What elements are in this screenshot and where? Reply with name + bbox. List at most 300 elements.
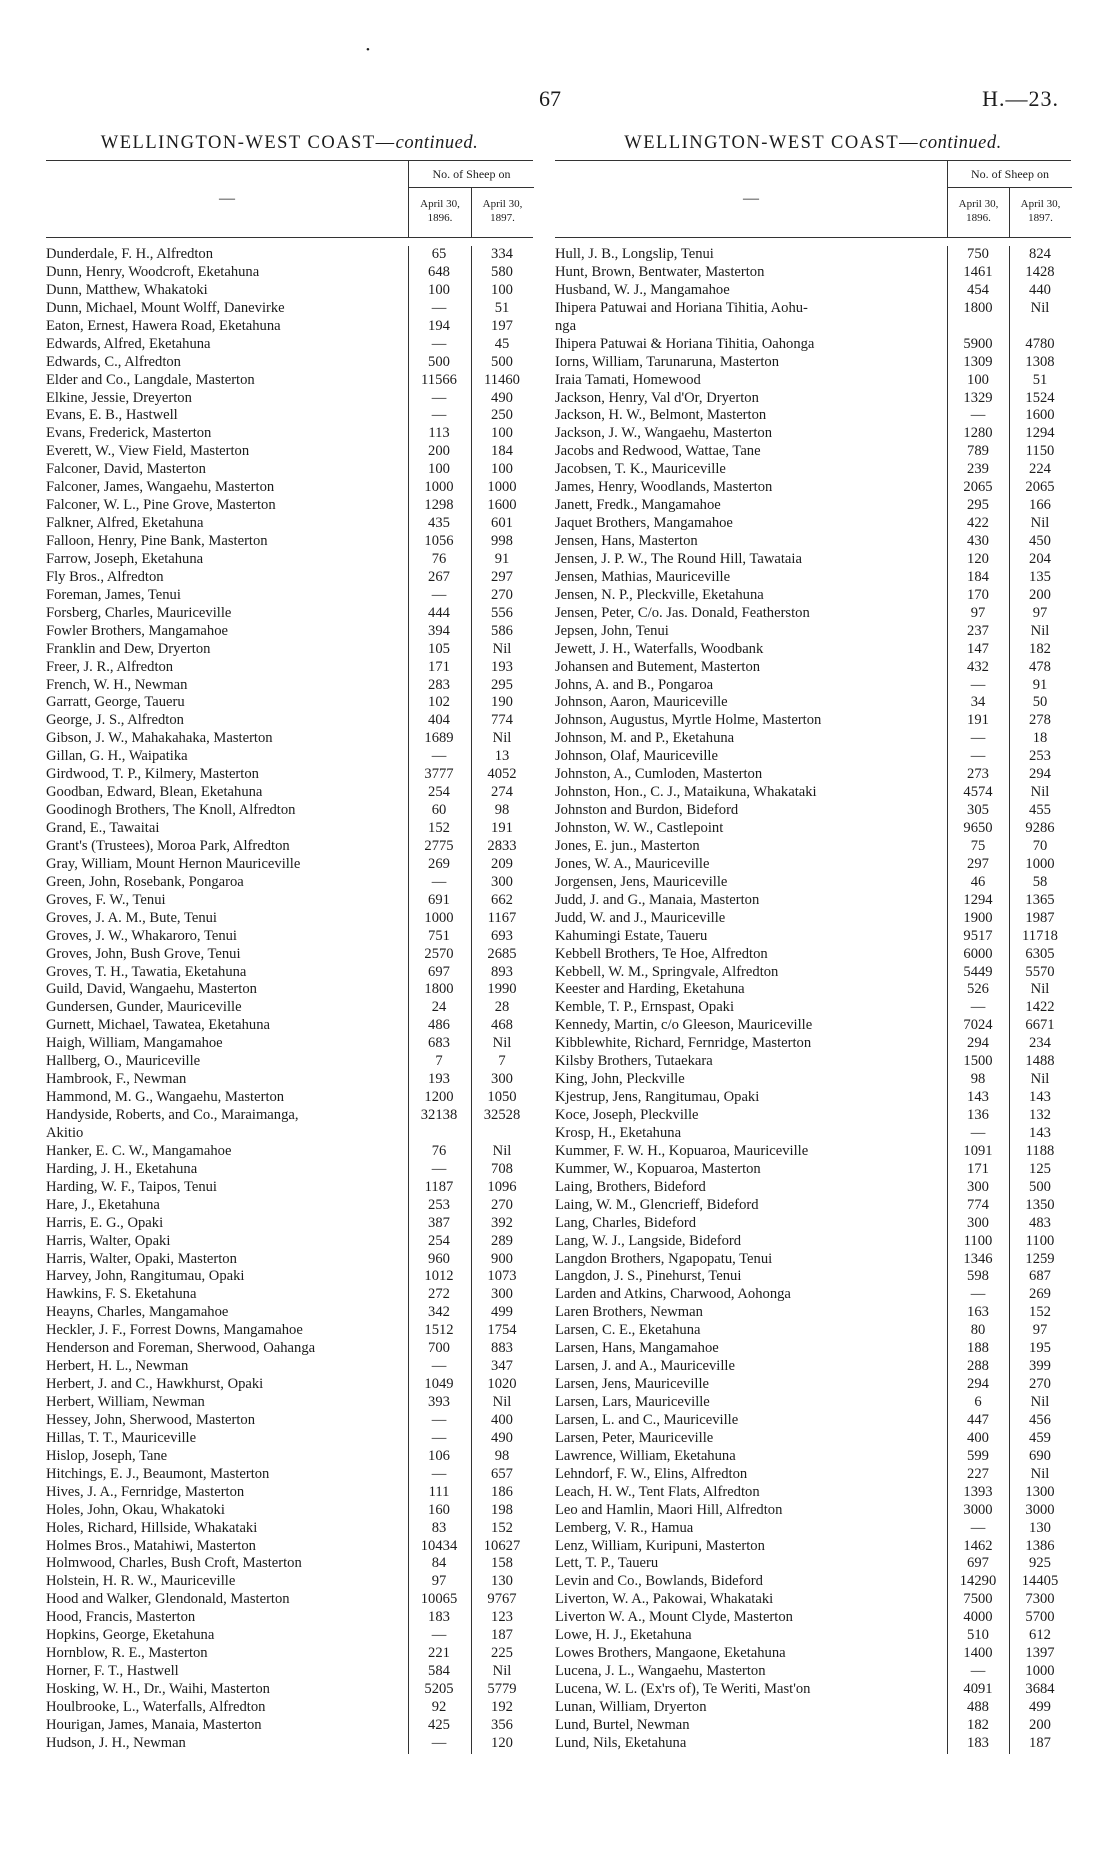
sheep-1897: 182	[1029, 640, 1051, 657]
table-row	[555, 300, 1071, 318]
owner-name: Akitio	[46, 1124, 84, 1141]
table-row	[46, 1573, 533, 1591]
sheep-1897: 198	[491, 1501, 513, 1518]
table-row	[555, 461, 1071, 479]
sheep-1897: 193	[491, 658, 513, 675]
sheep-1897: 483	[1029, 1214, 1051, 1231]
table-row	[46, 551, 533, 569]
sheep-1896: 700	[428, 1340, 450, 1357]
sheep-1896: 136	[967, 1107, 989, 1123]
sheep-1897: 7	[498, 1053, 506, 1070]
sheep-1896: 147	[967, 640, 989, 657]
sheep-1897: 270	[1029, 1376, 1051, 1393]
sheep-1897: 499	[491, 1304, 513, 1321]
sheep-1897: 5700	[1025, 1609, 1055, 1626]
owner-name: Jacobsen, T. K., Mauriceville	[555, 461, 726, 478]
sheep-1897: 1150	[1025, 443, 1055, 460]
sheep-1897: 91	[494, 550, 510, 567]
left-table-body	[46, 246, 533, 1753]
sheep-1897: 294	[1029, 766, 1051, 783]
sheep-1896: 393	[428, 1394, 450, 1410]
owner-name: Holstein, H. R. W., Mauriceville	[46, 1573, 236, 1590]
table-row	[46, 748, 533, 766]
right-column	[555, 130, 1071, 1753]
title-continued: continued.	[395, 133, 479, 153]
sheep-1896: 1500	[963, 1053, 993, 1070]
owner-name: Guild, David, Wangaehu, Masterton	[46, 981, 257, 998]
sheep-1897: 1167	[487, 909, 517, 926]
sheep-1897: 657	[491, 1465, 513, 1482]
sheep-1896: 163	[967, 1304, 989, 1321]
table-row	[555, 838, 1071, 856]
owner-name: Goodinogh Brothers, The Knoll, Alfredton	[46, 802, 296, 819]
sheep-1897: 4052	[487, 766, 517, 783]
table-row	[555, 390, 1071, 408]
sheep-1897: 612	[1029, 1627, 1051, 1644]
table-row	[555, 1107, 1071, 1125]
table-row	[46, 1286, 533, 1304]
sheep-1897: 51	[1032, 371, 1048, 388]
owner-name: Holmes Bros., Matahiwi, Masterton	[46, 1537, 256, 1554]
sheep-1897: 1754	[487, 1322, 517, 1339]
sheep-1897: 192	[491, 1698, 513, 1715]
owner-name: Johnson, M. and P., Eketahuna	[555, 730, 735, 747]
sheep-1897: 250	[491, 407, 513, 424]
owner-name: Jackson, Henry, Val d'Or, Dryerton	[555, 389, 759, 406]
sheep-1896: 526	[967, 981, 989, 998]
sheep-1897: 490	[491, 389, 513, 406]
owner-name: Gundersen, Gunder, Mauriceville	[46, 999, 242, 1016]
sheep-1896: 584	[428, 1663, 450, 1680]
owner-name: Johnson, Olaf, Mauriceville	[555, 748, 718, 765]
sheep-1896: 1461	[963, 263, 993, 280]
owner-name: Harris, Walter, Opaki	[46, 1232, 171, 1249]
sheep-1897: 14405	[1021, 1573, 1059, 1590]
sheep-1896: 191	[967, 712, 989, 729]
table-row	[555, 999, 1071, 1017]
table-row	[555, 1071, 1071, 1089]
table-row	[555, 694, 1071, 712]
table-row	[555, 1520, 1071, 1538]
sheep-1896: 1100	[963, 1232, 993, 1249]
sheep-1896: 1000	[424, 479, 454, 496]
sheep-1896: 6	[974, 1394, 982, 1410]
sheep-1896: 960	[428, 1250, 450, 1267]
sheep-1897: 1990	[487, 981, 517, 998]
table-row	[46, 964, 533, 982]
owner-name: Krosp, H., Eketahuna	[555, 1124, 682, 1141]
table-row	[46, 1681, 533, 1699]
owner-name: Larsen, C. E., Eketahuna	[555, 1322, 701, 1339]
sheep-1897: 334	[491, 246, 513, 262]
sheep-1896: 152	[428, 820, 450, 836]
sheep-1897: Nil	[492, 1035, 512, 1052]
sheep-1897: Nil	[492, 1142, 512, 1159]
sheep-1896: 342	[428, 1304, 450, 1321]
sheep-1897: 4780	[1025, 335, 1055, 352]
owner-name: Dunn, Michael, Mount Wolff, Danevirke	[46, 299, 285, 316]
sheep-1897: 1600	[487, 497, 517, 514]
sheep-1896: 294	[967, 1376, 989, 1393]
table-row	[555, 1089, 1071, 1107]
owner-name: Johnston and Burdon, Bideford	[555, 802, 739, 819]
table-row	[46, 981, 533, 999]
owner-name: Lang, W. J., Langside, Bideford	[555, 1232, 742, 1249]
owner-name: Hawkins, F. S. Eketahuna	[46, 1286, 197, 1303]
sheep-1897: 10627	[483, 1537, 521, 1554]
owner-name: Garratt, George, Taueru	[46, 694, 185, 711]
table-row	[46, 1520, 533, 1538]
sheep-1897: 6671	[1025, 1017, 1055, 1034]
owner-name: Iorns, William, Tarunaruna, Masterton	[555, 353, 780, 370]
owner-name: Kennedy, Martin, c/o Gleeson, Mauriceville	[555, 1017, 813, 1034]
name-column-header: —	[743, 190, 759, 207]
sheep-1896: 7500	[963, 1591, 993, 1608]
sheep-1896: 221	[428, 1645, 450, 1662]
owner-name: Dunn, Matthew, Whakatoki	[46, 281, 208, 298]
owner-name: Hornblow, R. E., Masterton	[46, 1645, 208, 1662]
sheep-1896: 2065	[963, 479, 993, 496]
year-1896-line1: April 30,	[958, 198, 999, 210]
sheep-1897: 98	[494, 1447, 510, 1464]
owner-name: Eaton, Ernest, Hawera Road, Eketahuna	[46, 317, 281, 334]
sheep-1896: 295	[967, 497, 989, 514]
sheep-1897: Nil	[1030, 981, 1050, 998]
table-row	[46, 515, 533, 533]
owner-name: Lucena, J. L., Wangaehu, Masterton	[555, 1663, 766, 1680]
owner-name: Lowe, H. J., Eketahuna	[555, 1627, 692, 1644]
owner-name: Holes, John, Okau, Whakatoki	[46, 1501, 225, 1518]
table-row	[46, 1340, 533, 1358]
owner-name: Hunt, Brown, Bentwater, Masterton	[555, 263, 765, 280]
sheep-1896: 283	[428, 676, 450, 693]
table-row	[46, 1089, 533, 1107]
owner-name: Hull, J. B., Longslip, Tenui	[555, 246, 714, 262]
owner-name: Green, John, Rosebank, Pongaroa	[46, 873, 244, 890]
sheep-1897: 135	[1029, 568, 1051, 585]
year-1897-header	[471, 188, 533, 237]
table-row	[46, 784, 533, 802]
owner-name: King, John, Pleckville	[555, 1071, 685, 1088]
table-row	[46, 1251, 533, 1269]
sheep-1897: 190	[491, 694, 513, 711]
owner-name: Holmwood, Charles, Bush Croft, Masterton	[46, 1555, 302, 1572]
owner-name: Larsen, Lars, Mauriceville	[555, 1394, 710, 1410]
sheep-1897: 3000	[1025, 1501, 1055, 1518]
year-1897-line1: April 30,	[482, 198, 523, 210]
sheep-1896: 300	[967, 1214, 989, 1231]
left-column-title	[46, 130, 533, 156]
sheep-1896: 75	[970, 837, 986, 854]
owner-name: Lunan, William, Dryerton	[555, 1698, 707, 1715]
owner-name: Johns, A. and B., Pongaroa	[555, 676, 714, 693]
table-row	[555, 1251, 1071, 1269]
sheep-1897: 289	[491, 1232, 513, 1249]
right-column-title	[555, 130, 1071, 156]
owner-name: Horner, F. T., Hastwell	[46, 1663, 179, 1680]
sheep-1896: 237	[967, 622, 989, 639]
owner-name: George, J. S., Alfredton	[46, 712, 184, 729]
sheep-1897: 500	[491, 353, 513, 370]
owner-name: Farrow, Joseph, Eketahuna	[46, 550, 204, 567]
table-row	[555, 1053, 1071, 1071]
owner-name: Jensen, Peter, C/o. Jas. Donald, Featherston	[555, 604, 810, 621]
sheep-1897: 158	[491, 1555, 513, 1572]
owner-name: Herbert, J. and C., Hawkhurst, Opaki	[46, 1376, 264, 1393]
sheep-1896: 598	[967, 1268, 989, 1285]
owner-name: Langdon Brothers, Ngapopatu, Tenui	[555, 1250, 773, 1267]
table-row	[555, 282, 1071, 300]
owner-name: Gibson, J. W., Mahakahaka, Masterton	[46, 730, 273, 747]
owner-name: Larsen, J. and A., Mauriceville	[555, 1358, 735, 1375]
sheep-1896: 102	[428, 694, 450, 711]
sheep-1897: 580	[491, 263, 513, 280]
owner-name: Falconer, W. L., Pine Grove, Masterton	[46, 497, 276, 514]
sheep-1897: Nil	[1030, 622, 1050, 639]
table-row	[46, 587, 533, 605]
sheep-1896: 171	[967, 1160, 989, 1177]
table-row	[555, 659, 1071, 677]
sheep-1897: 1365	[1025, 891, 1055, 908]
sheep-1897: 440	[1029, 281, 1051, 298]
table-row	[46, 1663, 533, 1681]
owner-name: Langdon, J. S., Pinehurst, Tenui	[555, 1268, 742, 1285]
table-row	[555, 1573, 1071, 1591]
owner-name: Kilsby Brothers, Tutaekara	[555, 1053, 713, 1070]
sheep-1896: —	[431, 1160, 447, 1177]
sheep-1897: 300	[491, 1286, 513, 1303]
name-column-header: —	[219, 190, 235, 207]
sheep-1896: 92	[431, 1698, 447, 1715]
sheep-1896: 500	[428, 353, 450, 370]
owner-name: Hives, J. A., Fernridge, Masterton	[46, 1483, 245, 1500]
sheep-1897: 1308	[1025, 353, 1055, 370]
table-row	[46, 1699, 533, 1717]
sheep-1897: 300	[491, 873, 513, 890]
table-row	[555, 1125, 1071, 1143]
owner-name: Hood, Francis, Masterton	[46, 1609, 196, 1626]
year-1897-header	[1009, 188, 1071, 237]
sheep-1896: 1900	[963, 909, 993, 926]
owner-name: Judd, W. and J., Mauriceville	[555, 909, 726, 926]
sheep-1896: —	[970, 1663, 986, 1680]
owner-name: Janett, Fredk., Mangamahoe	[555, 497, 721, 514]
table-row	[555, 1627, 1071, 1645]
sheep-1897: 459	[1029, 1429, 1051, 1446]
table-row	[46, 1322, 533, 1340]
table-row	[46, 1107, 533, 1125]
table-row	[46, 425, 533, 443]
sheep-1897: 297	[491, 568, 513, 585]
sheep-1896: 7024	[963, 1017, 993, 1034]
table-row	[46, 372, 533, 390]
sheep-1896: 111	[428, 1483, 450, 1500]
table-row	[555, 1663, 1071, 1681]
owner-name: Goodban, Edward, Blean, Eketahuna	[46, 784, 263, 801]
sheep-1896: 510	[967, 1627, 989, 1644]
sheep-1897: 1073	[487, 1268, 517, 1285]
owner-name: Haigh, William, Mangamahoe	[46, 1035, 223, 1052]
owner-name: Ihipera Patuwai and Horiana Tihitia, Aohu-	[555, 299, 808, 316]
sheep-1897: 490	[491, 1429, 513, 1446]
owner-name: Kummer, F. W. H., Kopuaroa, Mauriceville	[555, 1142, 809, 1159]
table-row	[555, 1538, 1071, 1556]
table-row	[555, 964, 1071, 982]
left-column	[46, 130, 533, 1753]
owner-name: Jepsen, John, Tenui	[555, 622, 669, 639]
table-row	[555, 1412, 1071, 1430]
table-row	[46, 1645, 533, 1663]
owner-name: Evans, Frederick, Masterton	[46, 425, 212, 442]
table-row	[555, 802, 1071, 820]
owner-name: Hitchings, E. J., Beaumont, Masterton	[46, 1465, 270, 1482]
sheep-1896: 9650	[963, 820, 993, 836]
sheep-1896: —	[431, 299, 447, 316]
sheep-1896: 183	[967, 1734, 989, 1751]
column-rule	[947, 246, 948, 1754]
owner-name: Houlbrooke, L., Waterfalls, Alfredton	[46, 1698, 266, 1715]
owner-name: Lowes Brothers, Mangaone, Eketahuna	[555, 1645, 786, 1662]
sheep-1897: 925	[1029, 1555, 1051, 1572]
sheep-1896: 97	[970, 604, 986, 621]
sheep-1896: 1689	[424, 730, 454, 747]
sheep-1897: 1020	[487, 1376, 517, 1393]
table-row	[555, 1430, 1071, 1448]
owner-name: Larsen, Hans, Mangamahoe	[555, 1340, 719, 1357]
sheep-1897: 125	[1029, 1160, 1051, 1177]
sheep-1897: 1188	[1025, 1142, 1055, 1159]
table-row	[46, 946, 533, 964]
owner-name: Falconer, James, Wangaehu, Masterton	[46, 479, 275, 496]
sheep-1897: 7300	[1025, 1591, 1055, 1608]
sheep-1896: —	[431, 335, 447, 352]
sheep-1896: 194	[428, 317, 450, 334]
document-reference: H.—23.	[982, 86, 1059, 111]
sheep-1896: —	[970, 1124, 986, 1141]
owner-name: Handyside, Roberts, and Co., Maraimanga,	[46, 1107, 299, 1123]
owner-name: Hourigan, James, Manaia, Masterton	[46, 1716, 262, 1733]
owner-name: Leo and Hamlin, Maori Hill, Alfredton	[555, 1501, 783, 1518]
table-row	[46, 1591, 533, 1609]
sheep-1896: 7	[435, 1053, 443, 1070]
left-table-header	[46, 160, 533, 238]
sheep-1896: 46	[970, 873, 986, 890]
owner-name: Johnston, Hon., C. J., Mataikuna, Whakataki	[555, 784, 817, 801]
table-row	[46, 1448, 533, 1466]
table-row	[555, 479, 1071, 497]
table-row	[555, 1376, 1071, 1394]
sheep-1896: 183	[428, 1609, 450, 1626]
owner-name: Larsen, Peter, Mauriceville	[555, 1429, 714, 1446]
owner-name: Grand, E., Tawaitai	[46, 820, 160, 836]
owner-name: Elder and Co., Langdale, Masterton	[46, 371, 255, 388]
sheep-1896: 697	[428, 963, 450, 980]
table-row	[46, 461, 533, 479]
owner-name: Hood and Walker, Glendonald, Masterton	[46, 1591, 290, 1608]
table-row	[46, 246, 533, 264]
sheep-1896: 100	[428, 281, 450, 298]
sheep-1897: 1488	[1025, 1053, 1055, 1070]
sheep-1897: 400	[491, 1411, 513, 1428]
table-row	[46, 1017, 533, 1035]
owner-name: Jorgensen, Jens, Mauriceville	[555, 873, 728, 890]
owner-name: Fly Bros., Alfredton	[46, 568, 164, 585]
owner-name: Groves, F. W., Tenui	[46, 891, 166, 908]
owner-name: Kebbell Brothers, Te Hoe, Alfredton	[555, 945, 768, 962]
sheep-1897: 278	[1029, 712, 1051, 729]
sheep-1896: 1298	[424, 497, 454, 514]
table-row	[46, 910, 533, 928]
owner-name: Grant's (Trustees), Moroa Park, Alfredton	[46, 837, 290, 854]
owner-name: French, W. H., Newman	[46, 676, 188, 693]
sheep-1896: 751	[428, 927, 450, 944]
sheep-1896: 297	[967, 855, 989, 872]
table-row	[46, 1555, 533, 1573]
sheep-1897: 824	[1029, 246, 1051, 262]
sheep-1896: 387	[428, 1214, 450, 1231]
sheep-1897: 1000	[1025, 1663, 1055, 1680]
sheep-1896: 1012	[424, 1268, 454, 1285]
sheep-1897: Nil	[492, 1394, 512, 1410]
sheep-1897: 5570	[1025, 963, 1055, 980]
owner-name: Jacobs and Redwood, Wattae, Tane	[555, 443, 761, 460]
owner-name: Liverton, W. A., Pakowai, Whakataki	[555, 1591, 774, 1608]
table-row	[46, 999, 533, 1017]
table-row	[555, 1143, 1071, 1161]
sheep-1896: 9517	[963, 927, 993, 944]
owner-name: Dunderdale, F. H., Alfredton	[46, 246, 214, 262]
sheep-1896: 4574	[963, 784, 993, 801]
sheep-1897: 468	[491, 1017, 513, 1034]
sheep-1896: 105	[428, 640, 450, 657]
sheep-1896: —	[431, 1411, 447, 1428]
table-row	[555, 1609, 1071, 1627]
sheep-1897: 186	[491, 1483, 513, 1500]
sheep-1896: 300	[967, 1178, 989, 1195]
sheep-1896: 1049	[424, 1376, 454, 1393]
table-row	[555, 515, 1071, 533]
table-row	[555, 712, 1071, 730]
sheep-1897: 50	[1032, 694, 1048, 711]
owner-name: Foreman, James, Tenui	[46, 586, 181, 603]
owner-name: Lang, Charles, Bideford	[555, 1214, 697, 1231]
table-row	[46, 1627, 533, 1645]
sheep-1896: 113	[428, 425, 450, 442]
owner-name: Freer, J. R., Alfredton	[46, 658, 174, 675]
sheep-1897: Nil	[1030, 1465, 1050, 1482]
table-row	[46, 1717, 533, 1735]
sheep-1897: 900	[491, 1250, 513, 1267]
table-row	[46, 1412, 533, 1430]
sheep-1897: Nil	[1030, 1394, 1050, 1410]
table-row	[555, 928, 1071, 946]
owner-name: Groves, J. A. M., Bute, Tenui	[46, 909, 217, 926]
table-row	[555, 1035, 1071, 1053]
sheep-1896: 84	[431, 1555, 447, 1572]
sheep-1897: 132	[1029, 1107, 1051, 1123]
owner-name: Johnston, W. W., Castlepoint	[555, 820, 724, 836]
sheep-1896: 4000	[963, 1609, 993, 1626]
table-row	[555, 497, 1071, 515]
owner-name: Larden and Atkins, Charwood, Aohonga	[555, 1286, 791, 1303]
sheep-1897: 998	[491, 533, 513, 549]
sheep-1897: 123	[491, 1609, 513, 1626]
sheep-1897: 1259	[1025, 1250, 1055, 1267]
owner-name: Hambrook, F., Newman	[46, 1071, 187, 1088]
table-row	[46, 569, 533, 587]
sheep-1897: 28	[494, 999, 510, 1016]
sheep-1897: 224	[1029, 461, 1051, 478]
